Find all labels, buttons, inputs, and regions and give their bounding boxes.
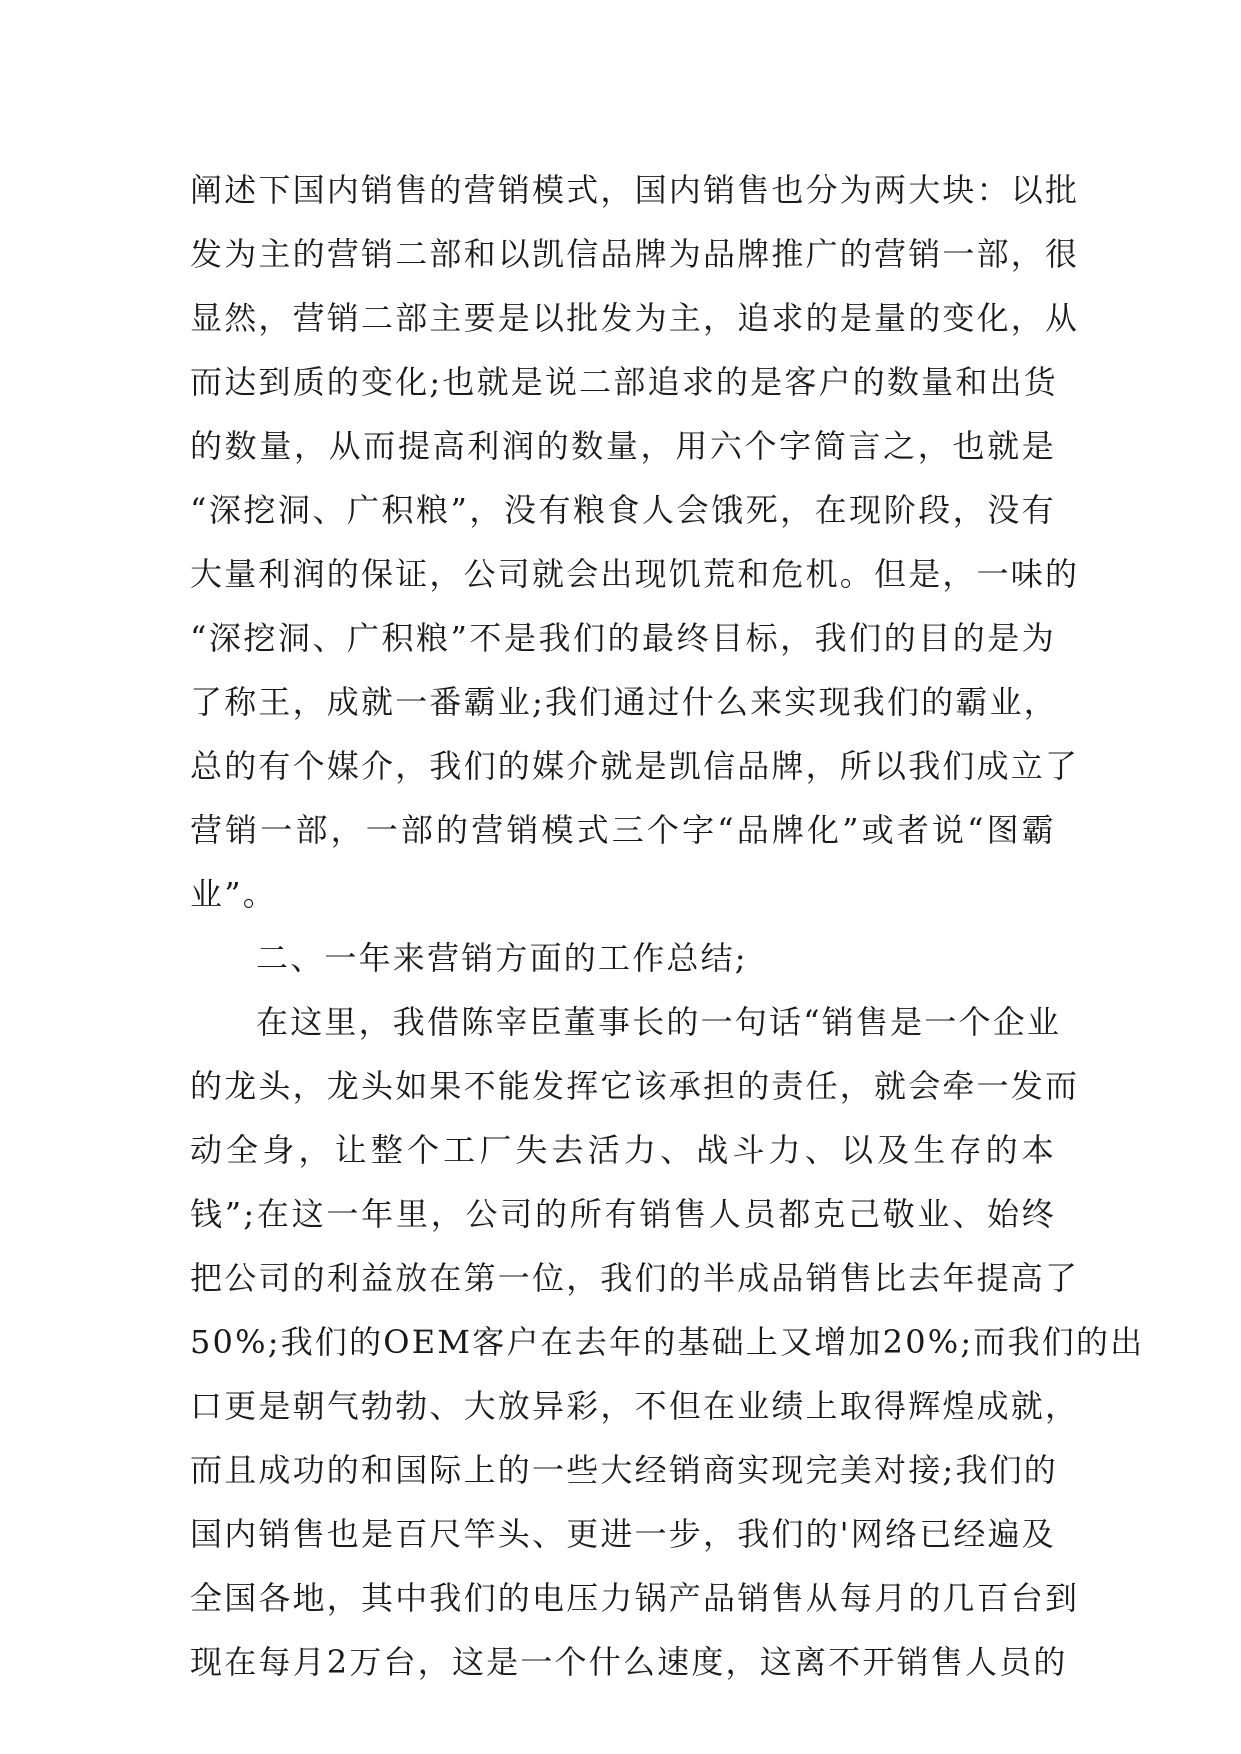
text-line: “深挖洞、广积粮”，没有粮食人会饿死，在现阶段，没有 (190, 491, 1056, 529)
section-heading: 二、一年来营销方面的工作总结; (256, 939, 748, 977)
text-line: 全国各地，其中我们的电压力锅产品销售从每月的几百台到 (190, 1579, 1080, 1617)
text-line: 总的有个媒介，我们的媒介就是凯信品牌，所以我们成立了 (190, 747, 1080, 785)
text-line: “深挖洞、广积粮”不是我们的最终目标，我们的目的是为 (190, 619, 1056, 657)
text-line: 发为主的营销二部和以凯信品牌为品牌推广的营销一部，很 (190, 235, 1080, 273)
text-line: 的龙头，龙头如果不能发挥它该承担的责任，就会牵一发而 (190, 1067, 1080, 1105)
text-line: 钱”;在这一年里，公司的所有销售人员都克己敬业、始终 (190, 1195, 1056, 1233)
text-line: 现在每月2万台，这是一个什么速度，这离不开销售人员的 (190, 1643, 1068, 1681)
text-line: 口更是朝气勃勃、大放异彩，不但在业绩上取得辉煌成就， (190, 1387, 1080, 1425)
text-line: 把公司的利益放在第一位，我们的半成品销售比去年提高了 (190, 1259, 1080, 1297)
text-line: 显然，营销二部主要是以批发为主，追求的是量的变化，从 (190, 299, 1080, 337)
text-line: 的数量，从而提高利润的数量，用六个字简言之，也就是 (190, 427, 1056, 465)
text-line: 了称王，成就一番霸业;我们通过什么来实现我们的霸业， (190, 683, 1058, 721)
text-line: 营销一部，一部的营销模式三个字“品牌化”或者说“图霸 (190, 811, 1056, 849)
text-line: 而达到质的变化;也就是说二部追求的是客户的数量和出货 (190, 363, 1058, 401)
text-line: 大量利润的保证，公司就会出现饥荒和危机。但是，一味的 (190, 555, 1080, 593)
text-line: 阐述下国内销售的营销模式，国内销售也分为两大块：以批 (190, 171, 1080, 209)
text-line: 在这里，我借陈宰臣董事长的一句话“销售是一个企业 (256, 1003, 1062, 1041)
text-line: 50%;我们的OEM客户在去年的基础上又增加20%;而我们的出 (190, 1323, 1145, 1361)
text-line: 国内销售也是百尺竿头、更进一步，我们的'网络已经遍及 (190, 1515, 1056, 1553)
text-line: 动全身，让整个工厂失去活力、战斗力、以及生存的本 (190, 1131, 1056, 1169)
text-line: 业”。 (190, 875, 277, 913)
document-body (190, 158, 1145, 1694)
text-line: 而且成功的和国际上的一些大经销商实现完美对接;我们的 (190, 1451, 1058, 1489)
